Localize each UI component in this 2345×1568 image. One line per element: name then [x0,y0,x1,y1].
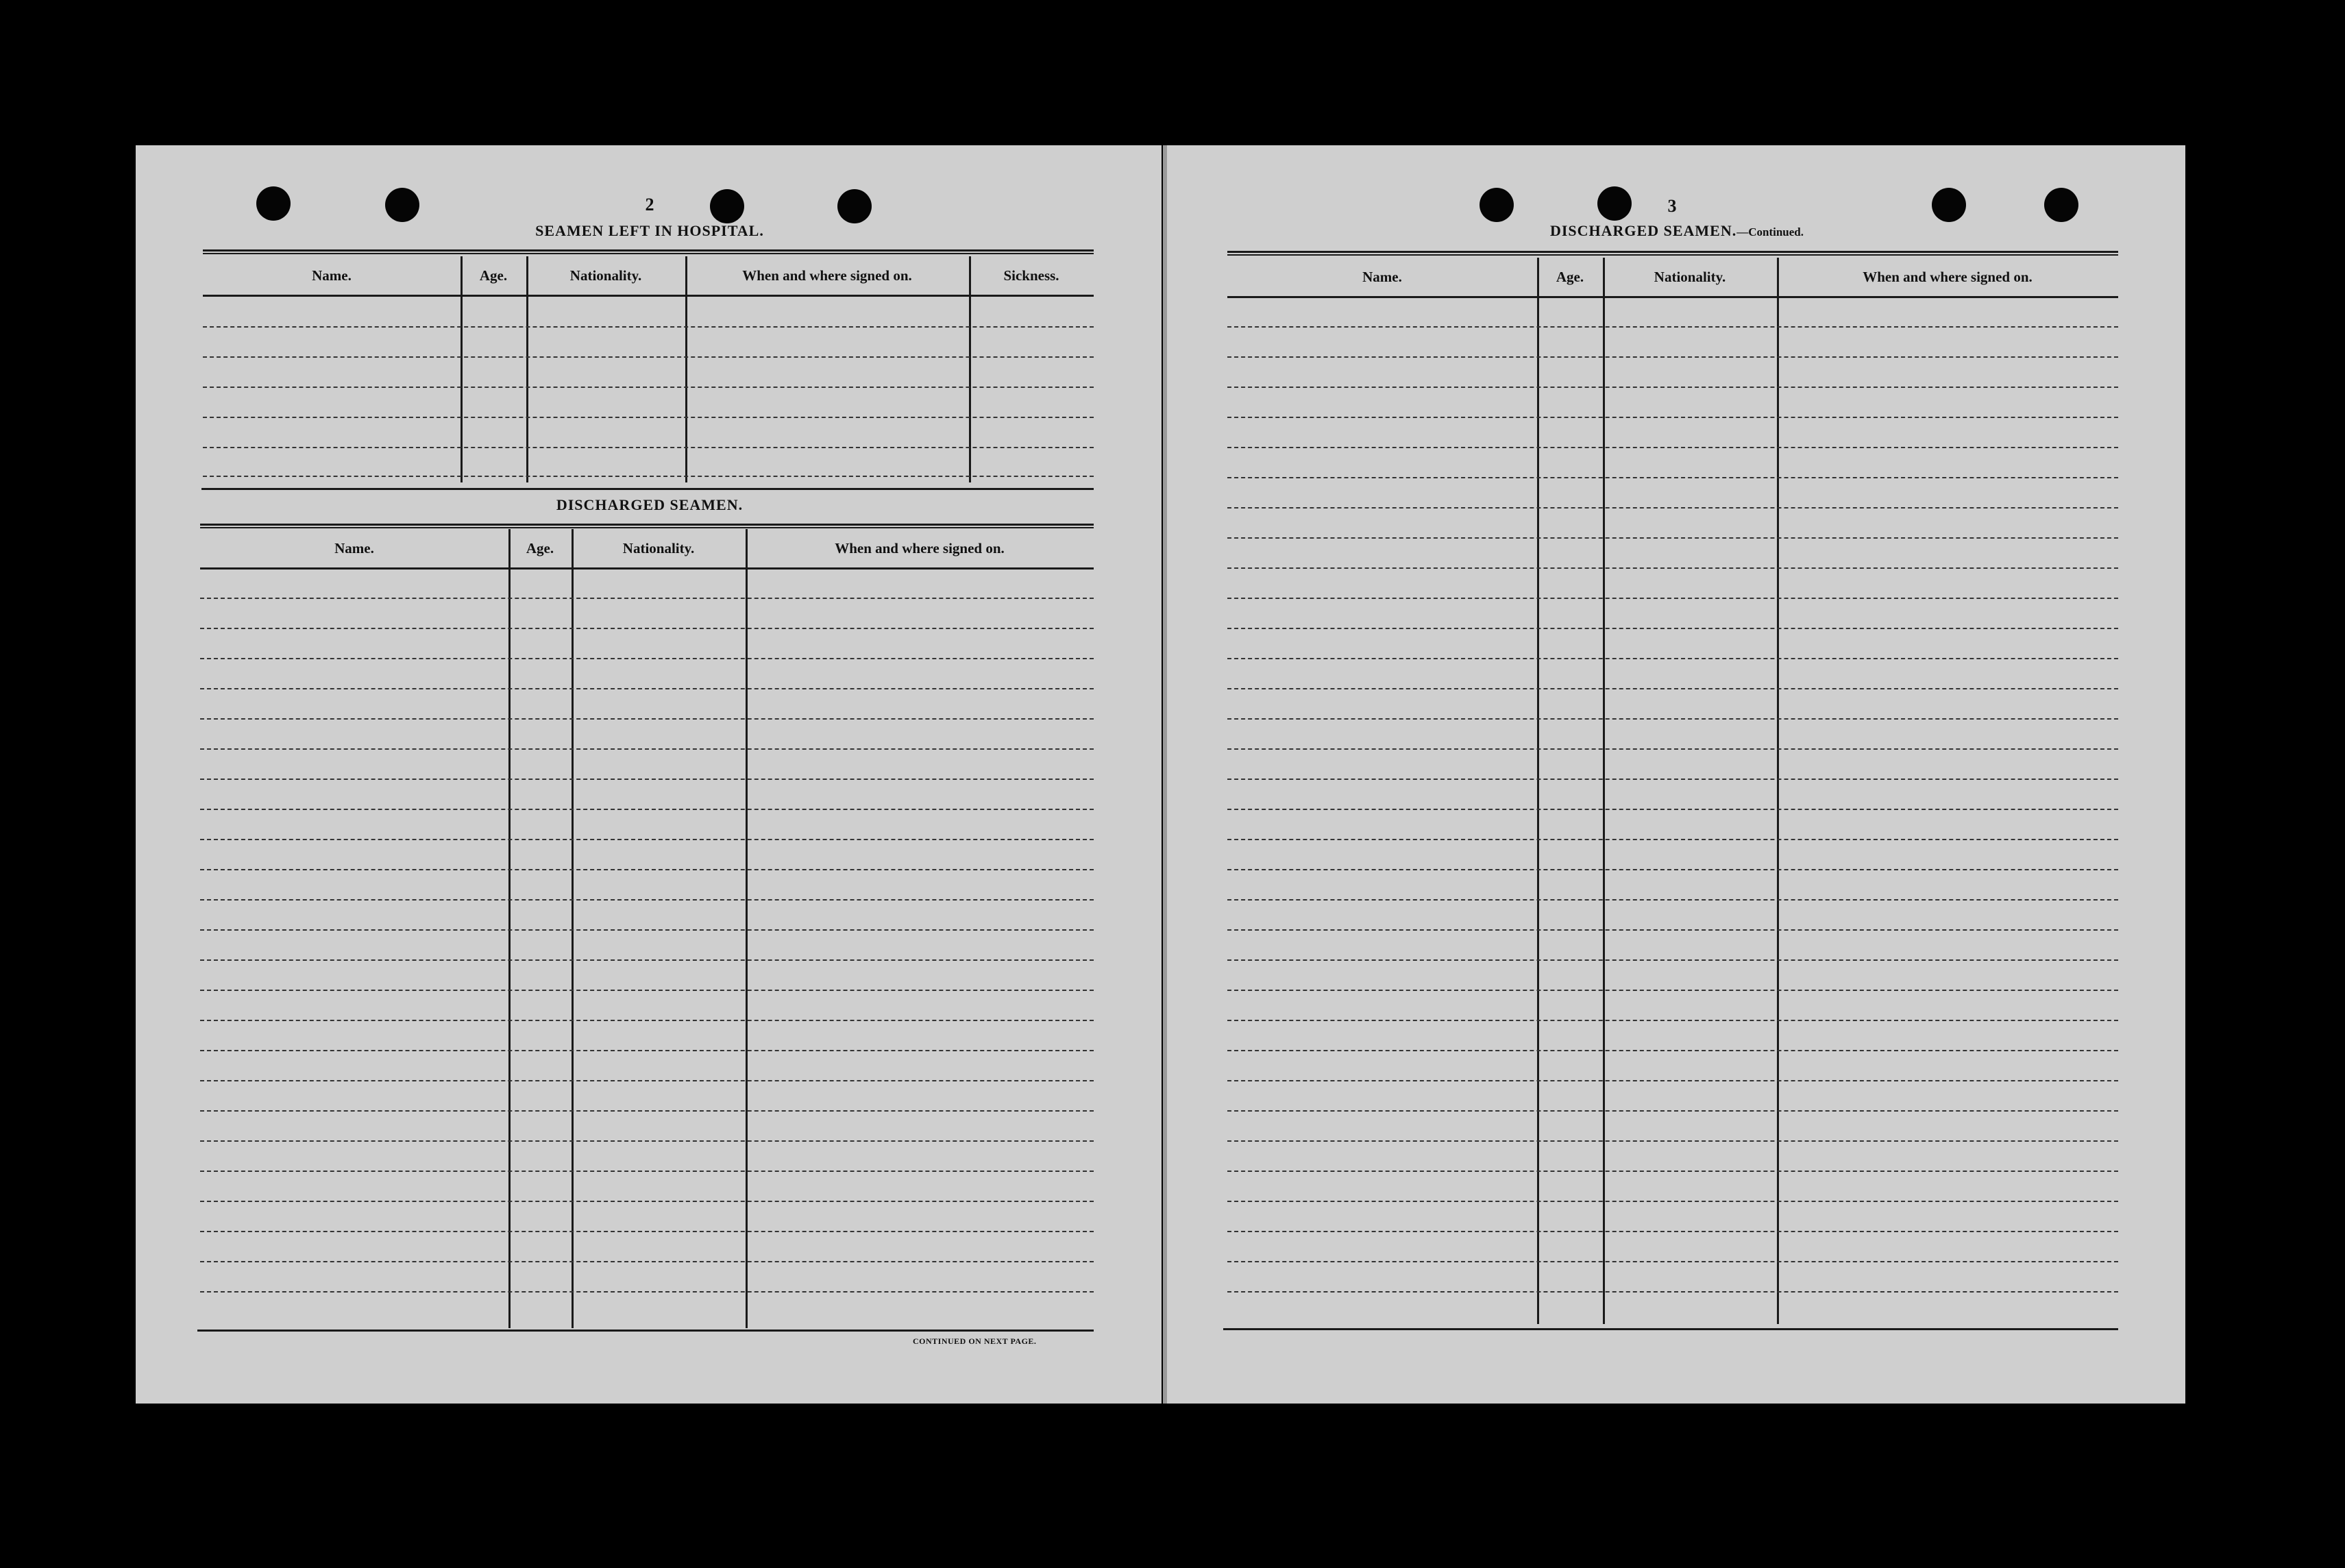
column-divider [508,529,511,1328]
entry-line [200,658,1094,659]
column-divider [746,529,748,1328]
section-rule [201,488,1094,490]
section-rule [203,249,1094,254]
entry-line [1227,959,2118,961]
entry-line [1227,809,2118,810]
entry-line [203,387,1094,388]
table-bottom-rule [197,1330,1094,1332]
entry-line [1227,929,2118,931]
title-suffix: —Continued. [1736,225,1804,238]
entry-line [200,1261,1094,1262]
entry-line [1227,869,2118,870]
discharged-table [200,529,1094,1328]
column-header-signed-on: When and where signed on. [742,267,912,284]
hospital-table [203,256,1094,485]
entry-line [200,1080,1094,1081]
column-divider [572,529,574,1328]
entry-line [200,748,1094,750]
entry-line [200,779,1094,780]
entry-line [1227,537,2118,539]
entry-line [1227,1020,2118,1021]
entry-line [200,809,1094,810]
entry-line [203,476,1094,477]
entry-line [200,1171,1094,1172]
binder-hole [710,189,744,223]
entry-line [1227,447,2118,448]
column-header-nationality: Nationality. [569,267,642,284]
entry-line [1227,779,2118,780]
entry-line [200,1110,1094,1112]
entry-line [1227,1261,2118,1262]
entry-line [1227,1231,2118,1232]
entry-line [200,718,1094,720]
entry-line [1227,477,2118,478]
entry-line [200,1050,1094,1051]
binder-hole [1597,186,1632,221]
column-divider [969,256,971,482]
entry-line [200,899,1094,901]
entry-line [1227,1201,2118,1202]
entry-line [1227,1050,2118,1051]
section-rule [200,524,1094,528]
entry-line [1227,598,2118,599]
left-page [136,145,1162,1404]
entry-line [1227,1291,2118,1293]
entry-line [1227,356,2118,358]
entry-line [1227,688,2118,689]
column-header-name: Name. [312,267,352,284]
entry-line [203,417,1094,418]
header-underline [1227,296,2118,298]
entry-line [203,326,1094,328]
entry-line [1227,417,2118,418]
column-header-nationality: Nationality. [622,540,695,556]
entry-line [1227,387,2118,388]
column-header-signed-on: When and where signed on. [1863,269,2033,285]
entry-line [1227,1140,2118,1142]
hospital-section-title: SEAMEN LEFT IN HOSPITAL. [535,222,764,239]
entry-line [1227,718,2118,720]
entry-line [1227,748,2118,750]
entry-line [203,356,1094,358]
entry-line [200,959,1094,961]
continued-note: CONTINUED ON NEXT PAGE. [913,1336,1037,1346]
entry-line [200,929,1094,931]
entry-line [1227,507,2118,509]
column-header-name: Name. [1362,269,1402,285]
column-header-nationality: Nationality. [1654,269,1726,285]
discharged-continued-title [1533,222,1821,240]
binder-hole [385,188,419,222]
header-underline [200,567,1094,569]
column-header-sickness: Sickness. [1003,267,1059,284]
title-main: DISCHARGED SEAMEN. [1549,222,1737,239]
binder-hole [2044,188,2078,222]
entry-line [1227,1080,2118,1081]
column-header-age: Age. [479,267,508,284]
column-divider [526,256,528,482]
right-page [1163,145,2185,1404]
binder-hole [256,186,291,221]
entry-line [200,1020,1094,1021]
entry-line [1227,1171,2118,1172]
entry-line [200,1291,1094,1293]
binder-hole [837,189,872,223]
binder-hole [1480,188,1514,222]
page-number: 3 [1667,196,1677,216]
entry-line [200,628,1094,629]
entry-line [200,598,1094,599]
entry-line [200,1140,1094,1142]
entry-line [200,839,1094,840]
page-number: 2 [645,195,654,215]
entry-line [200,1231,1094,1232]
discharged-continued-table [1227,258,2118,1324]
entry-line [1227,899,2118,901]
entry-line [200,688,1094,689]
entry-line [1227,658,2118,659]
entry-line [200,1201,1094,1202]
header-underline [203,295,1094,297]
section-rule [1227,251,2118,256]
column-header-age: Age. [526,540,554,556]
entry-line [1227,1110,2118,1112]
column-header-signed-on: When and where signed on. [835,540,1005,556]
table-bottom-rule [1223,1328,2118,1330]
discharged-section-title: DISCHARGED SEAMEN. [556,496,744,513]
entry-line [200,869,1094,870]
entry-line [1227,990,2118,991]
entry-line [203,447,1094,448]
entry-line [1227,326,2118,328]
binding-shadow [1163,145,1167,1404]
entry-line [1227,628,2118,629]
binder-hole [1932,188,1966,222]
column-divider [461,256,463,482]
entry-line [1227,567,2118,569]
column-header-name: Name. [334,540,374,556]
entry-line [200,990,1094,991]
column-divider [685,256,687,482]
column-header-age: Age. [1556,269,1584,285]
entry-line [1227,839,2118,840]
